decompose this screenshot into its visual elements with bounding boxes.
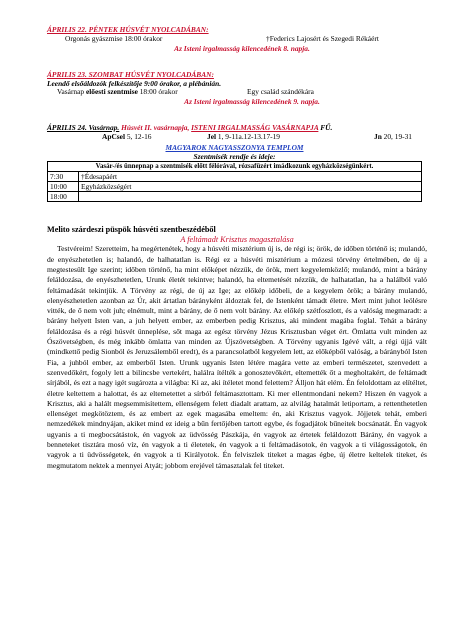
sermon-title: Melito szárdeszi püspök húsvéti szentbeszédéből [47,225,216,234]
schedule-time: 18:00 [48,192,79,202]
schedule-note-row [48,162,422,172]
schedule-note: Vasár-/és ünnepnap a szentmisék előtt félórával, rózsafüzért imádkozunk egyházközségünkért. [48,162,422,172]
sermon-subtitle: A feltámadt Krisztus magasztalása [180,234,294,244]
sunday-block [47,124,422,143]
schedule-subtitle: Szentmisék rendje és ideje: [193,151,276,161]
saturday-prep-line: Leendő elsőáldozók felkészítője 9:00 órakor, a plébánián. [47,78,222,88]
sermon-paragraph: Testvérеim! Szeretteim, ha megértenétek, hogy a húsvéti misztérium új is, de régi is; örök, de időben történő is; mulandó, de enyészhetetlen is; halandó, de halhatatlan is. Régi ez a húsvéti misztérium a mózesi törvény értelmében, de új a megtestesült Ige szerint; időben történő, ha mint előképet nézzük, de örök, mert kegyelemközlő; mulandó, mint a bárány feláldozása, de enyészhetetlen, Urunk életét tekintve; halandó, ha eltemetését nézzük, de halhatatlan, ha a halálból való feltámadását tekintjük. A Törvény az régi, de új az Ige; az előkép időbeli, de a kegyelem örök; a bárány mulandó, elenyészhetetlen azonban az Úr, akit ártatlan bárányként áldoztak fel, de Istenként támadt életre. Mert mint juhot leölésre vitték, de ő nem volt juh; elnémult, mint a bárány, de ő nem volt bárány. Az előkép szétfoszlott, és a valóság megmaradt: a bárány helyett Isten van, a juh helyett ember, az emberben pedig Krisztus, aki mindent magába foglal. Tehát a bárány feláldozása és a régi húsvét ünneplése, sőt maga az egész törvény Jézus Krisztusban véget ért. Ömlatta vult minden az Ószövetségben, és még inkább ömlatta van minden az Újszövetségben. A Törvény ugyanis Igévé vált, a régi újjá vált (mindkettő pedig Sionból és Jeruzsálemből eredt), és a parancsolatból kegyelem lett, az előképből valóság, a bárányból Isten Fia, a juhból ember, az emberből Isten. Urunk ugyanis Isten létére magára vette az emberi természetet, szenvedett a szenvedőkért, fogoly lett a bilincsbe vertekért, halálra ítélték a gonosztevőkért, eltemették őt a megholtakért, de feltámadt sírjából, és ezt a nagy igét sugározta a világba: Ki az, aki ítéletet mond felettem? Álljon hát elém. Én feloldottam az elítéltet, életre keltettem a halottat, és az eltemetettet a sírból feltámasztottam. Ki mer ellentmondani nekem? Hiszen én vagyok a Krisztus, aki a halált megsemmisítettem, ellenségem felett diadalt arattam, az alvilág hatalmát letiportam, a rettenthetetlen ellenséget megkötöztem, és az embert az egek magasába emeltem: én, aki Krisztus vagyok. Jöjjetek tehát, emberi nemzedékek mindnyájan, akiket mind ez ideig a bűn fertőjében tartott egybe, és fogadjátok bűneitek bocsánatát. Én vagyok ugyanis a ti megbocsátástok, én vagyok az üdvösség Pászkája, én vagyok az értetek feláldozott Bárány, én vagyok a benneteket tisztára mosó víz, én vagyok a ti életetek, én vagyok a ti feltámadásotok, én vagyok a ti világosságotok, én vagyok a ti üdvösségetek, én vagyok a ti Királyotok. Én felviszlek titeket a magas égbe, új életre keltelek titeket, és megmutatom nektek a mennyei Atyát; jobbom erejével támasztalak fel titeket. [47,244,427,470]
friday-mass-time: Orgonás gyászmise 18:00 órakor [65,33,163,43]
saturday-mass-line [47,88,417,98]
table-row [48,172,422,182]
sermon [47,225,427,471]
schedule-time: 7:30 [48,172,79,182]
friday-mass-intent: †Federics Lajosért és Szegedi Rékáért [266,33,379,43]
table-row [48,182,422,192]
saturday-novena: Az Isteni irgalmasság kilencedének 9. napja. [184,97,320,107]
church-title: MAGYAROK NAGYASSZONYA TEMPLOM [165,143,304,152]
saturday-block [47,71,417,107]
friday-novena: Az Isteni irgalmasság kilencedének 8. napja. [174,43,310,53]
sunday-heading: ÁPRILIS 24. Vasárnap. Húsvét II. vasárnapja, ISTENI IRGALMASSÁG VASÁRNAPJA FŰ. [47,123,333,132]
saturday-mass-time: Vasárnap előesti szentmise 18:00 órakor [57,87,178,97]
schedule-intent: †Édesapáért [79,172,422,182]
saturday-mass-intent: Egy család szándékára [247,87,314,97]
table-row [48,192,422,202]
sunday-readings [47,133,422,143]
schedule-table [47,161,422,202]
sermon-body [47,244,427,471]
saturday-heading: ÁPRILIS 23. SZOMBAT HÚSVÉT NYOLCADÁBAN: [47,70,214,79]
reading-revelation: Jel 1, 9-11a.12-13.17-19 [207,131,281,141]
reading-acts: ApCsel 5, 12-16 [102,131,152,141]
mass-schedule [47,144,422,202]
reading-john: Jn 20, 19-31 [374,131,412,141]
schedule-intent [79,192,422,202]
schedule-intent: Egyházközségért [79,182,422,192]
schedule-time: 10:00 [48,182,79,192]
friday-block [47,26,417,53]
friday-mass-line [47,35,417,45]
friday-heading: ÁPRILIS 22. PÉNTEK HÚSVÉT NYOLCADÁBAN: [47,25,209,34]
